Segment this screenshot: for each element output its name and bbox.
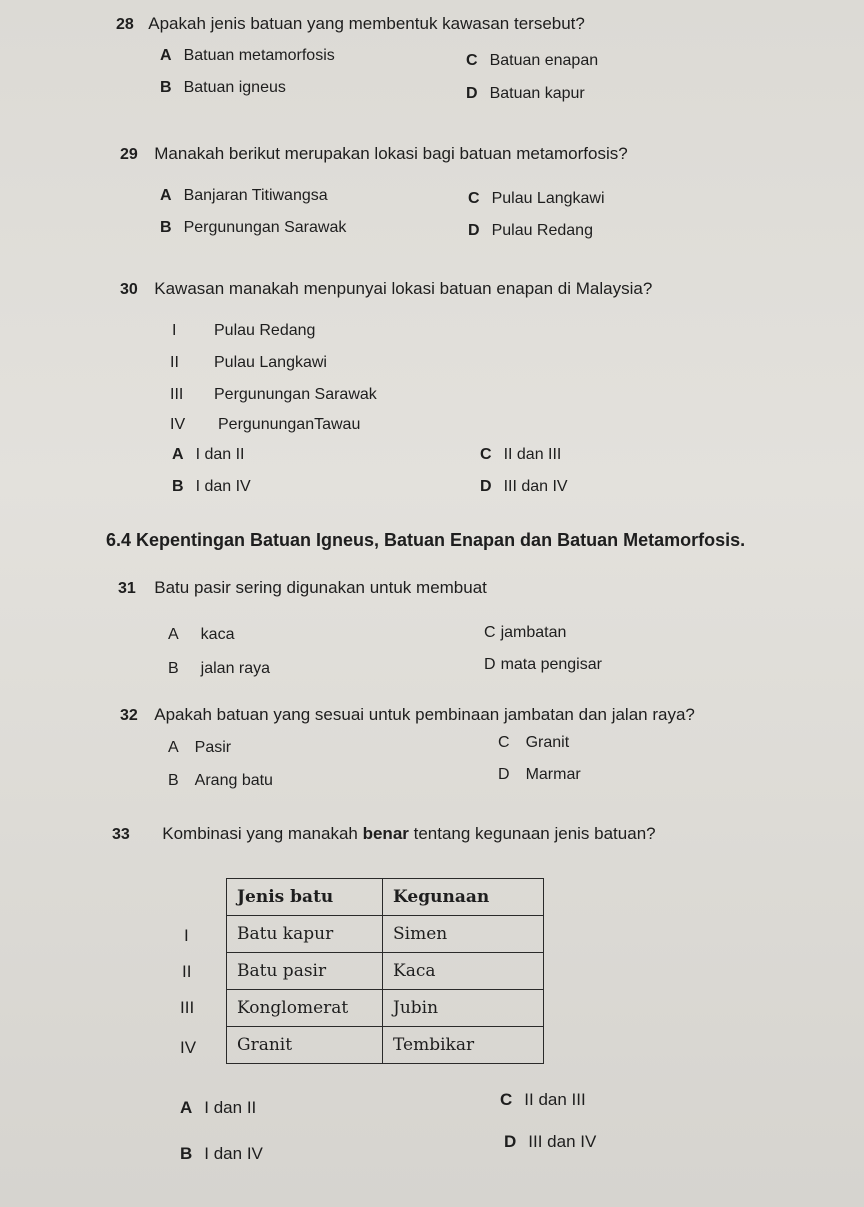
option-c[interactable]: C II dan III (480, 446, 562, 463)
table-row (227, 990, 544, 1027)
question-number: 30 (120, 281, 138, 298)
option-a[interactable]: A kaca (168, 626, 235, 643)
option-b[interactable]: B jalan raya (168, 660, 271, 677)
row-label-iv: IV (180, 1038, 197, 1057)
option-a[interactable]: A Banjaran Titiwangsa (160, 187, 328, 204)
table-cell: Konglomerat (227, 990, 383, 1027)
option-c[interactable]: C Batuan enapan (466, 52, 599, 69)
option-d[interactable]: D III dan IV (480, 478, 568, 495)
question-text: Manakah berikut merupakan lokasi bagi batuan metamorfosis? (154, 144, 628, 163)
statement-ii: II Pulau Langkawi (170, 354, 327, 371)
option-b[interactable]: B Pergunungan Sarawak (160, 219, 347, 236)
option-d[interactable]: D Batuan kapur (466, 85, 585, 102)
option-d[interactable]: D III dan IV (504, 1132, 597, 1151)
option-d[interactable]: D Marmar (498, 766, 581, 783)
question-number: 33 (112, 826, 130, 843)
option-d[interactable]: D mata pengisar (484, 656, 602, 673)
question-31 (118, 578, 487, 598)
question-33 (112, 824, 656, 844)
row-label-i: I (184, 926, 189, 945)
option-c[interactable]: C Granit (498, 734, 570, 751)
question-30 (120, 279, 652, 299)
question-text: Batu pasir sering digunakan untuk membuat (154, 578, 487, 597)
option-c[interactable]: C II dan III (500, 1090, 586, 1109)
rock-usage-table (226, 878, 544, 1064)
question-number: 31 (118, 580, 136, 597)
option-b[interactable]: B I dan IV (172, 478, 251, 495)
option-b[interactable]: B Arang batu (168, 772, 273, 789)
question-text: Kombinasi yang manakah benar tentang kegunaan jenis batuan? (162, 824, 656, 843)
option-d[interactable]: D Pulau Redang (468, 222, 593, 239)
row-label-ii: II (182, 962, 192, 981)
column-header: Kegunaan (383, 879, 544, 916)
question-number: 32 (120, 707, 138, 724)
section-heading: 6.4 Kepentingan Batuan Igneus, Batuan Enapan dan Batuan Metamorfosis. (106, 530, 746, 550)
question-text: Kawasan manakah menpunyai lokasi batuan enapan di Malaysia? (154, 279, 653, 298)
option-a[interactable]: A Batuan metamorfosis (160, 47, 335, 64)
table-row (227, 1027, 544, 1064)
table-row (227, 953, 544, 990)
table-cell: Simen (383, 916, 544, 953)
option-a[interactable]: A I dan II (180, 1098, 257, 1117)
table-cell: Kaca (383, 953, 544, 990)
table-cell: Granit (227, 1027, 383, 1064)
table-cell: Batu kapur (227, 916, 383, 953)
statement-iii: III Pergunungan Sarawak (170, 386, 377, 403)
statement-iv: IV PergununganTawau (170, 416, 361, 433)
table-row (227, 916, 544, 953)
statement-i: I Pulau Redang (172, 322, 316, 339)
option-b[interactable]: B Batuan igneus (160, 79, 286, 96)
question-number: 28 (116, 16, 134, 33)
option-a[interactable]: A I dan II (172, 446, 245, 463)
option-c[interactable]: C jambatan (484, 624, 567, 641)
question-text: Apakah jenis batuan yang membentuk kawasan tersebut? (148, 14, 585, 33)
question-32 (120, 705, 695, 725)
row-label-iii: III (180, 998, 195, 1017)
question-29 (120, 144, 628, 164)
question-28 (116, 14, 585, 34)
table-header-row (227, 879, 544, 916)
table-cell: Tembikar (383, 1027, 544, 1064)
option-b[interactable]: B I dan IV (180, 1144, 263, 1163)
table-cell: Batu pasir (227, 953, 383, 990)
column-header: Jenis batu (227, 879, 383, 916)
question-text: Apakah batuan yang sesuai untuk pembinaan jambatan dan jalan raya? (154, 705, 695, 724)
question-number: 29 (120, 146, 138, 163)
option-a[interactable]: A Pasir (168, 739, 232, 756)
table-cell: Jubin (383, 990, 544, 1027)
option-c[interactable]: C Pulau Langkawi (468, 190, 605, 207)
